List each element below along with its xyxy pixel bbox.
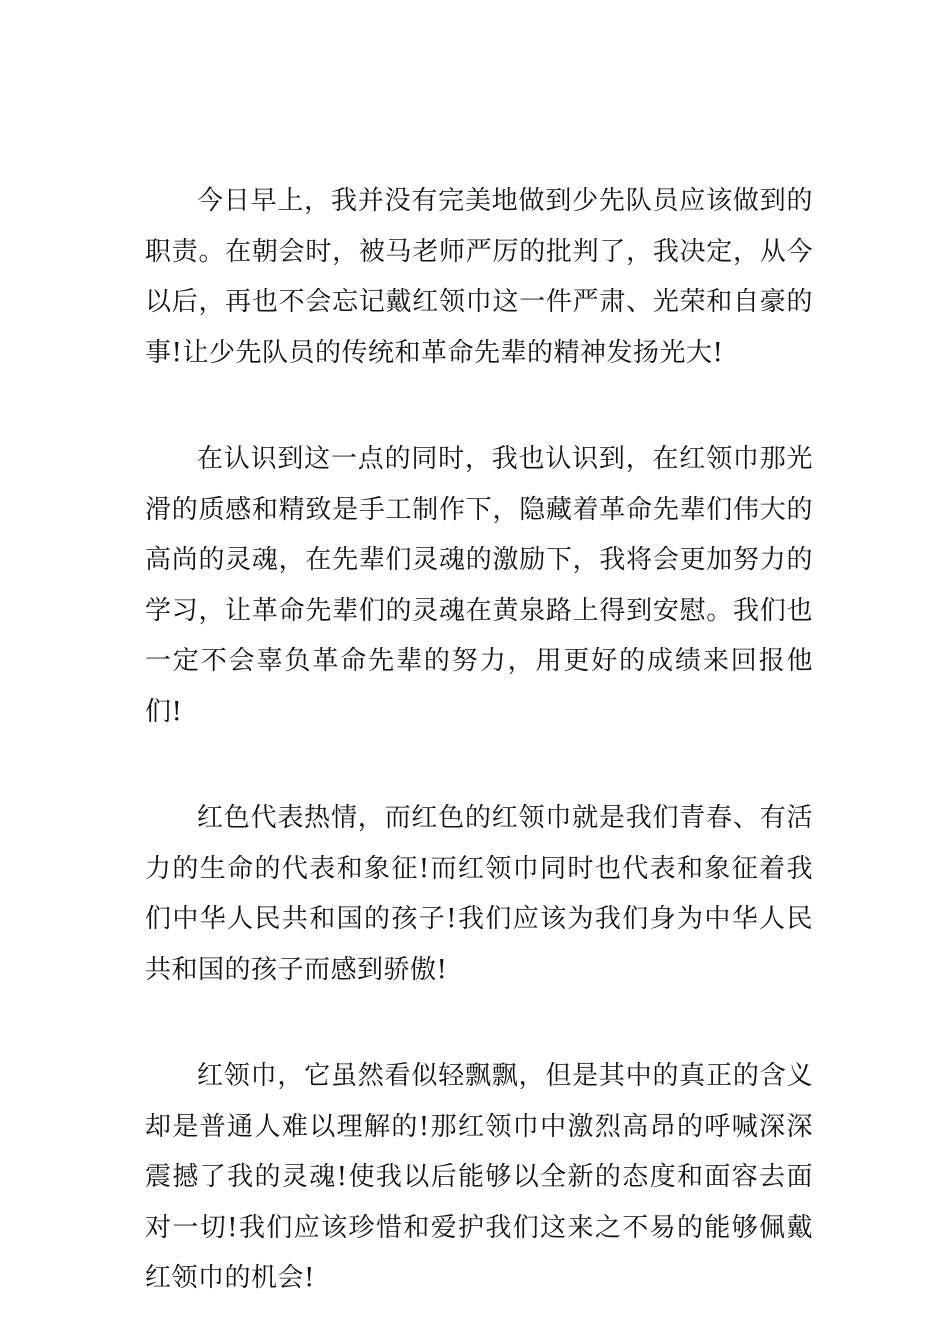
paragraph-1: 今日早上，我并没有完美地做到少先队员应该做到的职责。在朝会时，被马老师严厉的批判了，我决定，从今以后，再也不会忘记戴红领巾这一件严肃、光荣和自豪的事!让少先队员的传统和革命先辈的精神发扬光大!	[145, 186, 813, 368]
paragraph-3: 红色代表热情，而红色的红领巾就是我们青春、有活力的生命的代表和象征!而红领巾同时也代表和象征着我们中华人民共和国的孩子!我们应该为我们身为中华人民共和国的孩子而感到骄傲!	[145, 803, 813, 985]
paragraph-4: 红领巾，它虽然看似轻飘飘，但是其中的真正的含义却是普通人难以理解的!那红领巾中激烈高昂的呼喊深深震撼了我的灵魂!使我以后能够以全新的态度和面容去面对一切!我们应该珍惜和爱护我们这来之不易的能够佩戴红领巾的机会!	[145, 1061, 813, 1293]
paragraph-2: 在认识到这一点的同时，我也认识到，在红领巾那光滑的质感和精致是手工制作下，隐藏着革命先辈们伟大的高尚的灵魂，在先辈们灵魂的激励下，我将会更加努力的学习，让革命先辈们的灵魂在黄泉路上得到安慰。我们也一定不会辜负革命先辈的努力，用更好的成绩来回报他们!	[145, 444, 813, 727]
document-body	[145, 176, 813, 1304]
